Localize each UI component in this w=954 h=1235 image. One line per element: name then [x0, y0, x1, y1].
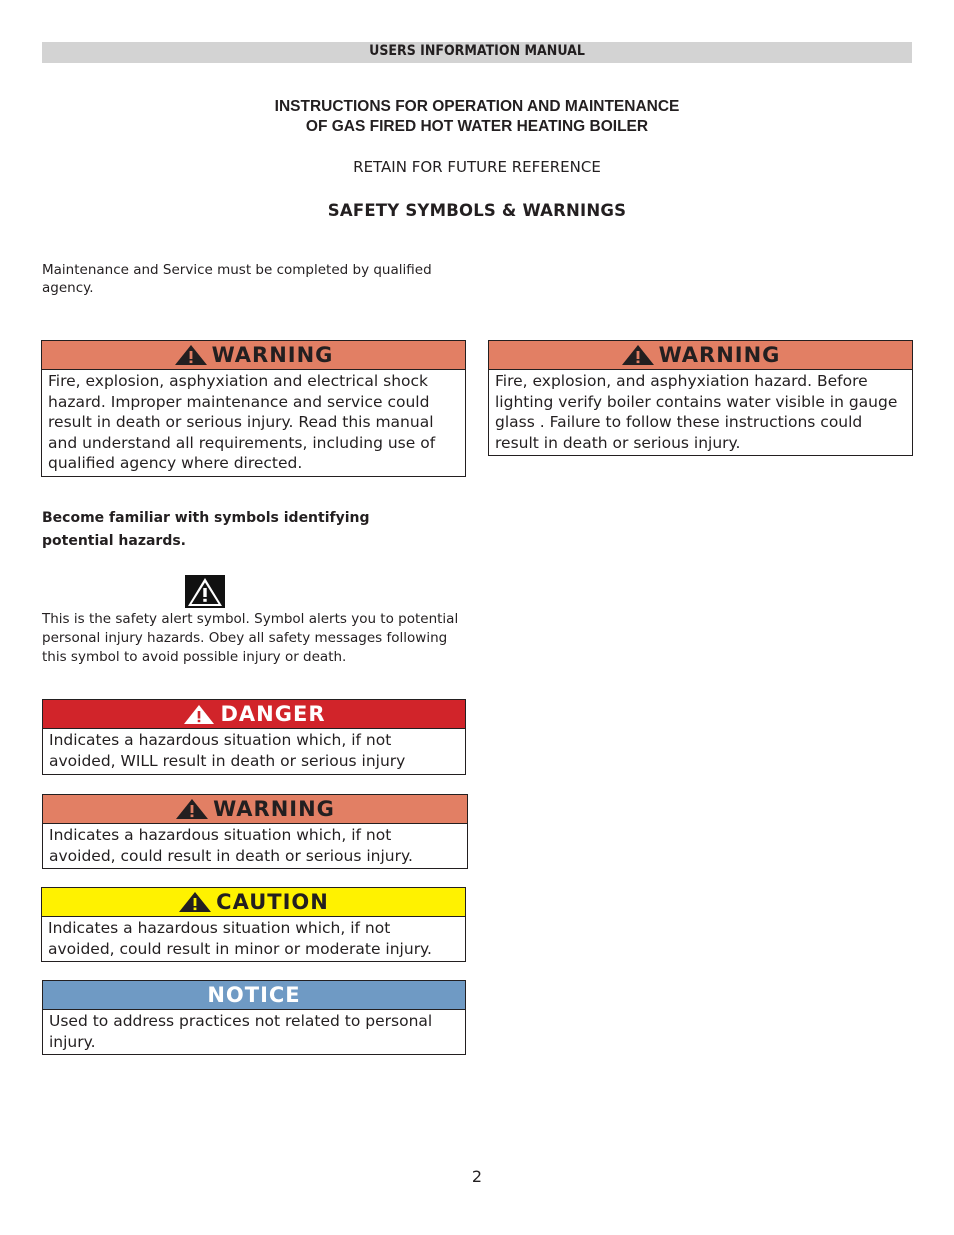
caution-triangle-icon — [178, 891, 212, 913]
warning-level-heading: WARNING — [213, 797, 335, 821]
familiar-line2: potential hazards. — [42, 533, 186, 549]
doc-title-line1: INSTRUCTIONS FOR OPERATION AND MAINTENANCE — [274, 98, 680, 115]
warning-heading: WARNING — [658, 343, 781, 367]
warning-box-right — [488, 340, 913, 456]
danger-triangle-icon — [182, 703, 216, 725]
warning-header — [489, 341, 912, 370]
retain-notice: RETAIN FOR FUTURE REFERENCE — [353, 158, 601, 176]
intro-text: Maintenance and Service must be completed by qualified agency. — [42, 262, 432, 296]
notice-heading: NOTICE — [207, 983, 301, 1007]
section-title: SAFETY SYMBOLS & WARNINGS — [327, 201, 627, 220]
safety-alert-icon — [185, 575, 225, 608]
warning-level-header — [43, 795, 467, 824]
notice-header — [43, 981, 465, 1010]
danger-text: Indicates a hazardous situation which, if not avoided, WILL result in death or serious injury — [49, 731, 406, 770]
warning-header — [42, 341, 465, 370]
notice-box — [42, 980, 466, 1055]
danger-header — [43, 700, 465, 729]
alert-description: This is the safety alert symbol. Symbol alerts you to potential personal injury hazards. Obey all safety messages following this symbol to avoid possible injury or death. — [42, 611, 459, 665]
danger-heading: DANGER — [220, 702, 326, 726]
manual-title: USERS INFORMATION MANUAL — [369, 43, 585, 59]
page-number: 2 — [471, 1167, 483, 1186]
warning-box-left — [41, 340, 466, 477]
warning-level-box — [42, 794, 468, 869]
doc-title-line2: OF GAS FIRED HOT WATER HEATING BOILER — [305, 118, 649, 135]
header-bar — [42, 42, 912, 63]
warning-triangle-icon — [174, 344, 208, 366]
familiar-line1: Become familiar with symbols identifying — [42, 510, 370, 526]
warning-text: Fire, explosion, asphyxiation and electrical shock hazard. Improper maintenance and service could result in death or serious injury. Read this manual and understand all requirements, including use of qualified agency where directed. — [48, 372, 436, 473]
caution-text: Indicates a hazardous situation which, if not avoided, could result in minor or moderate injury. — [48, 919, 432, 958]
caution-box — [41, 887, 466, 962]
warning-triangle-icon — [175, 798, 209, 820]
danger-box — [42, 699, 466, 775]
caution-header — [42, 888, 465, 917]
warning-level-text: Indicates a hazardous situation which, if not avoided, could result in death or serious injury. — [49, 826, 413, 865]
warning-triangle-icon — [621, 344, 655, 366]
warning-heading: WARNING — [211, 343, 334, 367]
warning-text: Fire, explosion, and asphyxiation hazard. Before lighting verify boiler contains water visible in gauge glass . Failure to follow these instructions could result in death or serious injury. — [495, 372, 898, 452]
familiar-text — [42, 507, 442, 553]
notice-text: Used to address practices not related to personal injury. — [49, 1012, 433, 1051]
caution-heading: CAUTION — [216, 890, 329, 914]
